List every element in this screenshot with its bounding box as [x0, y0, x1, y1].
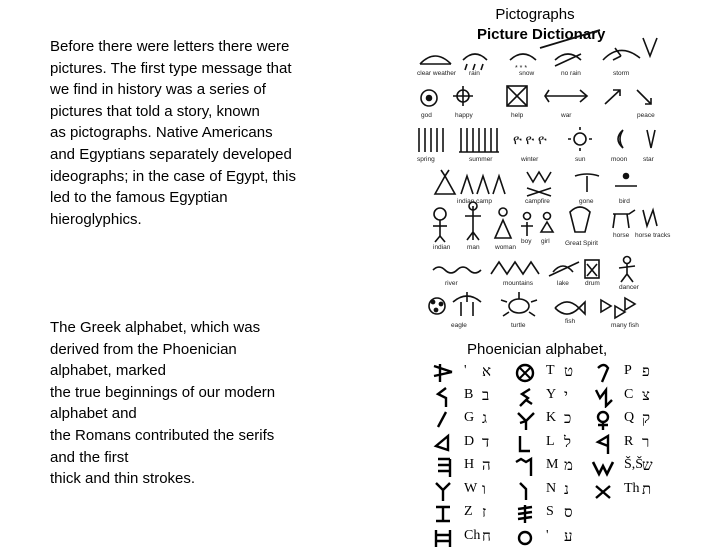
- latin-letter: Š,Š: [624, 457, 644, 472]
- text-line: led to the famous Egyptian: [50, 189, 228, 207]
- hebrew-letter: ד: [482, 432, 490, 451]
- taw-glyph-icon: [590, 480, 616, 502]
- hebrew-letter: ר: [642, 432, 650, 451]
- hebrew-letter: ח: [482, 526, 491, 545]
- waw-glyph-icon: [430, 480, 456, 502]
- hebrew-letter: ו: [482, 479, 486, 498]
- hebrew-letter: ל: [564, 432, 572, 451]
- caption-man: man: [467, 244, 480, 251]
- caption-boy: boy: [521, 238, 532, 245]
- hebrew-letter: י: [564, 385, 568, 404]
- zayin-glyph-icon: [430, 503, 456, 525]
- text-line: as pictographs. Native Americans: [50, 124, 273, 142]
- lamed-glyph-icon: [512, 433, 538, 455]
- latin-letter: H: [464, 457, 475, 472]
- text-line: Before there were letters there were: [50, 38, 290, 55]
- caption-girl: girl: [541, 238, 550, 245]
- text-line: we find in history was a series of: [50, 81, 266, 99]
- resh-glyph-icon: [590, 433, 616, 455]
- text-line: alphabet, marked: [50, 362, 166, 380]
- caption-fish: fish: [565, 318, 576, 325]
- latin-letter: L: [546, 433, 555, 449]
- caption-spring: spring: [417, 156, 435, 163]
- caption-eagle: eagle: [451, 322, 467, 329]
- latin-letter: N: [546, 480, 557, 496]
- teth-glyph-icon: [512, 362, 538, 384]
- yod-glyph-icon: [512, 386, 538, 408]
- heth-glyph-icon: [430, 527, 456, 549]
- greek-alphabet-paragraph: [50, 317, 340, 490]
- text-line: alphabet and: [50, 405, 137, 423]
- caption-help: help: [511, 112, 524, 119]
- caption-lake: lake: [557, 280, 569, 287]
- latin-letter: Q: [624, 410, 635, 425]
- caption-summer: summer: [469, 156, 493, 163]
- caption-snow: snow: [519, 70, 535, 77]
- text-line: thick and thin strokes.: [50, 470, 196, 488]
- latin-letter: Ch: [464, 527, 481, 543]
- caption-horse-tracks: horse tracks: [635, 232, 671, 239]
- picture-dictionary-image: [415, 26, 671, 332]
- pe-glyph-icon: [590, 362, 616, 384]
- text-line: derived from the Phoenician: [50, 340, 237, 358]
- hebrew-letter: כ: [564, 409, 572, 427]
- latin-letter: W: [464, 480, 478, 496]
- text-line: and the first: [50, 448, 129, 466]
- latin-letter: C: [624, 386, 634, 402]
- hebrew-letter: ע: [564, 526, 573, 545]
- nun-glyph-icon: [512, 480, 538, 502]
- hebrew-letter: ק: [642, 409, 651, 427]
- kaph-glyph-icon: [512, 409, 538, 431]
- latin-letter: M: [546, 457, 559, 472]
- caption-gone: gone: [579, 198, 594, 205]
- caption-clear-weather: clear weather: [417, 70, 457, 77]
- shin-glyph-icon: [590, 456, 616, 478]
- caption-rain: rain: [469, 70, 480, 77]
- gimel-glyph-icon: [430, 409, 456, 431]
- hebrew-letter: מ: [564, 456, 573, 474]
- latin-letter: G: [464, 410, 475, 425]
- phoenician-alphabet-table: [430, 362, 670, 545]
- caption-happy: happy: [455, 112, 473, 119]
- hebrew-letter: נ: [564, 479, 569, 498]
- caption-campfire: campfire: [525, 198, 550, 205]
- hebrew-letter: ט: [564, 362, 574, 380]
- hebrew-letter: ה: [482, 456, 491, 474]
- caption-bird: bird: [619, 198, 630, 205]
- latin-letter: S: [546, 504, 554, 519]
- hebrew-letter: א: [482, 362, 492, 380]
- text-line: the Romans contributed the serifs: [50, 426, 275, 444]
- text-line: and Egyptians separately developed: [50, 145, 292, 163]
- phoenician-caption: Phoenician alphabet,: [467, 341, 608, 358]
- hebrew-letter: ת: [642, 479, 652, 498]
- text-line: ideographs; in the case of Egypt, this: [50, 167, 296, 185]
- text-line: The Greek alphabet, which was: [50, 319, 261, 336]
- latin-letter: P: [624, 363, 632, 378]
- hebrew-letter: ג: [482, 409, 487, 427]
- caption-storm: storm: [613, 70, 630, 77]
- picture-dictionary-title: Picture Dictionary: [477, 26, 606, 43]
- intro-paragraph: [50, 36, 340, 230]
- latin-letter: Y: [546, 386, 557, 402]
- mem-glyph-icon: [512, 456, 538, 478]
- caption-no-rain: no rain: [561, 70, 581, 77]
- text-line: the true beginnings of our modern: [50, 383, 276, 401]
- latin-letter: K: [546, 410, 557, 425]
- text-line: hieroglyphics.: [50, 210, 142, 228]
- latin-letter: B: [464, 386, 474, 402]
- caption-many-fish: many fish: [611, 322, 639, 329]
- caption-peace: peace: [637, 112, 655, 119]
- latin-letter: D: [464, 433, 475, 449]
- hebrew-letter: ב: [482, 385, 490, 404]
- hebrew-letter: ש: [642, 456, 653, 474]
- svg-text:ዮ ዮ ዮ: ዮ ዮ ዮ: [513, 132, 547, 147]
- hebrew-letter: ס: [564, 503, 573, 521]
- text-line: pictures. The first type message that: [50, 59, 292, 77]
- latin-letter: ': [546, 527, 549, 543]
- latin-letter: Th: [624, 480, 640, 496]
- svg-text:* * *: * * *: [515, 65, 528, 72]
- daleth-glyph-icon: [430, 433, 456, 455]
- hebrew-letter: ז: [482, 503, 487, 521]
- text-line: pictures that told a story, known: [50, 102, 260, 120]
- qoph-glyph-icon: [590, 409, 616, 431]
- caption-war: war: [561, 112, 572, 119]
- caption-dancer: dancer: [619, 284, 639, 291]
- caption-great-spirit: Great Spirit: [565, 240, 598, 247]
- caption-sun: sun: [575, 156, 586, 163]
- caption-god: god: [421, 112, 432, 119]
- latin-letter: T: [546, 363, 555, 378]
- caption-turtle: turtle: [511, 322, 526, 329]
- caption-winter: winter: [521, 156, 539, 163]
- caption-indian-camp: indian camp: [457, 198, 493, 205]
- caption-mountains: mountains: [503, 280, 533, 287]
- hebrew-letter: פ: [642, 362, 650, 380]
- latin-letter: R: [624, 433, 634, 449]
- samekh-glyph-icon: [512, 503, 538, 525]
- caption-river: river: [445, 280, 458, 287]
- caption-woman: woman: [495, 244, 516, 251]
- hebrew-letter: צ: [642, 385, 650, 404]
- caption-moon: moon: [611, 156, 628, 163]
- latin-letter: ': [464, 363, 467, 378]
- caption-horse: horse: [613, 232, 630, 239]
- caption-drum: drum: [585, 280, 600, 287]
- caption-star: star: [643, 156, 654, 163]
- caption-indian: indian: [433, 244, 451, 251]
- tsade-glyph-icon: [590, 386, 616, 408]
- pictographs-caption: Pictographs: [495, 6, 575, 23]
- latin-letter: Z: [464, 504, 473, 519]
- he-glyph-icon: [430, 456, 456, 478]
- ayin-glyph-icon: [512, 527, 538, 549]
- beth-glyph-icon: [430, 386, 456, 408]
- aleph-glyph-icon: [430, 362, 456, 384]
